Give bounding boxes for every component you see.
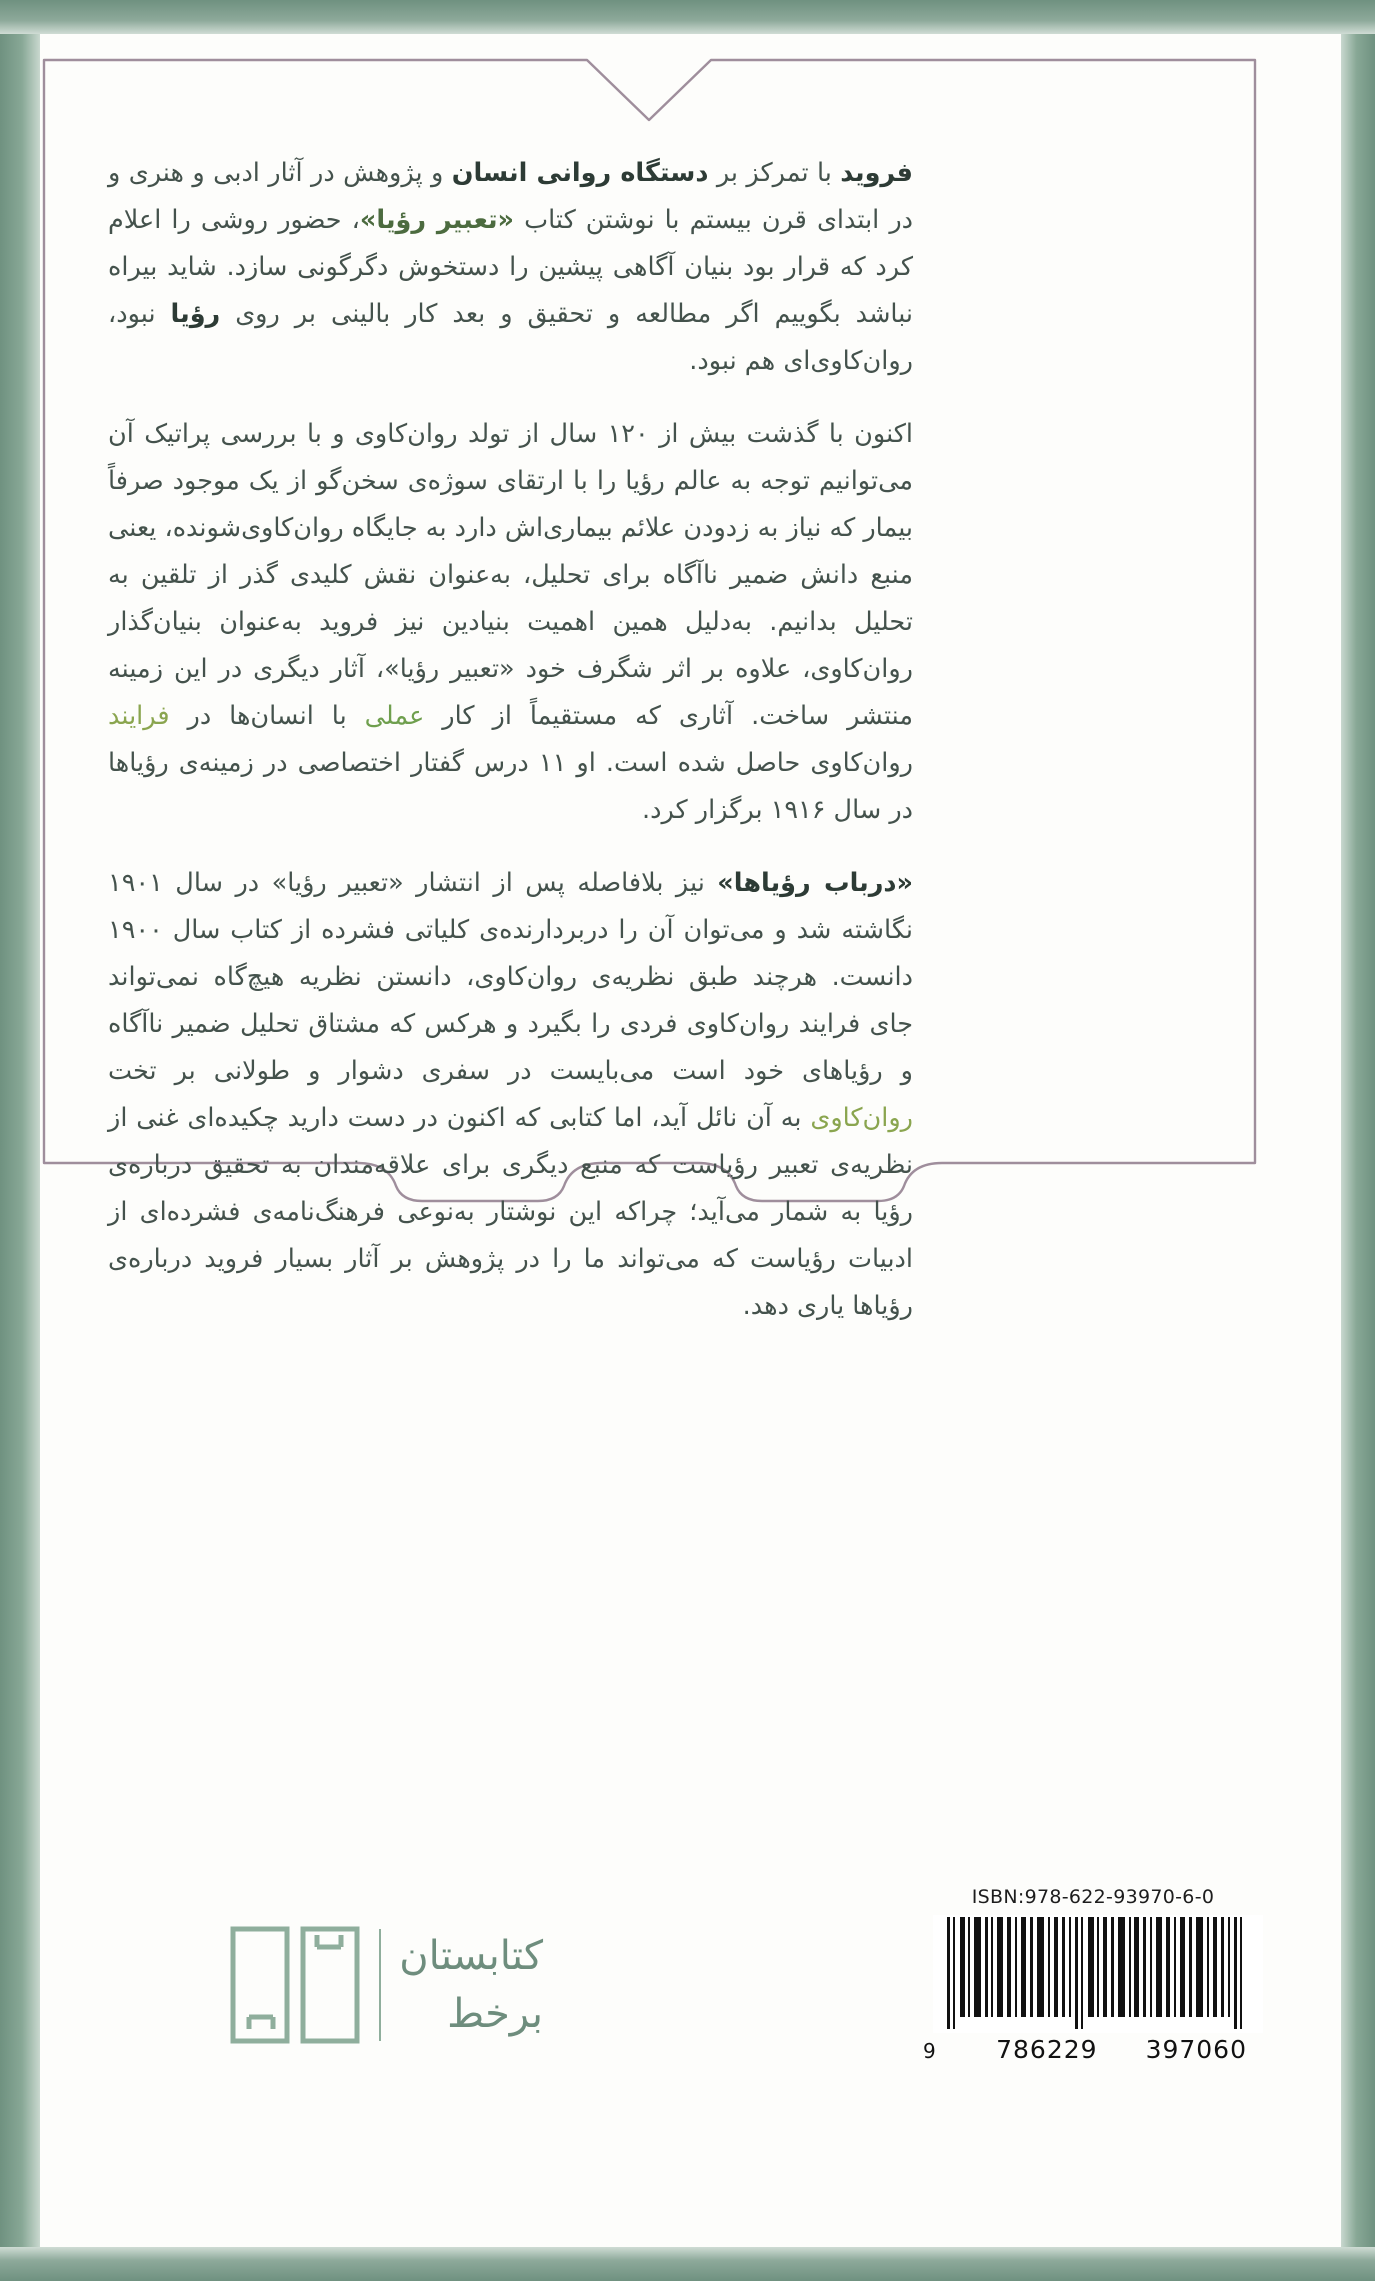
barcode-lead-digit: 9 (923, 2039, 937, 2063)
run-1-7: نبود، روان‌کاوی‌ای هم نبود. (108, 299, 913, 376)
run-psychic-apparatus-bold: دستگاه روانی انسان (451, 158, 709, 188)
logo-divider (379, 1929, 381, 2041)
run-freud-bold: فروید (840, 158, 913, 188)
cover-bleed-left (0, 0, 40, 2281)
run-3-3: به آن نائل آید، اما کتابی که اکنون در دست دارید چکیده‌ای غنی از نظریه‌ی تعبیر رؤیاست که منبع دیگری برای علاقه‌مندان به تحقیق درباره‌ی رؤیا به شمار می‌آید؛ چراکه این نوشتار به‌نوعی فرهنگ‌نامه‌ی فشرده‌ای از ادبیات رؤیاست که می‌تواند ما را در پژوهش بر آثار بسیار فروید درباره‌ی رؤیاها یاری دهد. (108, 1103, 913, 1321)
back-cover-text (108, 150, 913, 1330)
paragraph-2 (108, 411, 913, 834)
barcode-group-2: 397060 (1145, 2035, 1247, 2064)
run-2-1: آثاری که مستقیماً از کار (424, 701, 734, 731)
publisher-name-line2: برخط (447, 1991, 543, 2037)
cover-bleed-top (0, 0, 1375, 34)
paragraph-1 (108, 150, 913, 385)
barcode-image (933, 1915, 1263, 2033)
publisher-logo (123, 1890, 543, 2080)
run-highlight-amali: عملی (364, 701, 425, 731)
run-dream-bold: رؤیا (170, 299, 221, 329)
cover-bleed-bottom (0, 2247, 1375, 2281)
run-book-title-about-dreams: «درباب رؤیاها» (717, 868, 913, 898)
paragraph-3 (108, 860, 913, 1330)
run-1-5: ، حضور روشی را اعلام کرد که قرار بود بنیان آگاهی پیشین را دستخوش دگرگونی سازد. شاید بیراه نباشد بگوییم اگر مطالعه و تحقیق و بعد کار بالینی بر روی (108, 205, 913, 329)
run-2-5: روان‌کاوی حاصل شده است. او ۱۱ درس گفتار اختصاصی در زمینه‌ی رؤیاها در سال ۱۹۱۶ برگزار کرد. (108, 748, 913, 825)
cover-bleed-right (1341, 0, 1375, 2281)
run-1-1: با تمرکز بر (708, 158, 841, 188)
run-book-title-dream-interpretation: «تعبیر رؤیا» (359, 205, 515, 235)
isbn-block (923, 1886, 1263, 2064)
open-book-icon (229, 1925, 361, 2045)
run-1-3: و پژوهش در آثار ادبی و هنری و در ابتدای قرن بیستم با نوشتن کتاب (108, 158, 914, 235)
isbn-label: ISBN:978-622-93970-6-0 (971, 1886, 1215, 1908)
cover-footer (108, 1880, 1267, 2140)
barcode-digits (923, 2035, 1253, 2064)
barcode-group-1: 786229 (996, 2035, 1098, 2064)
publisher-name (399, 1927, 543, 2043)
run-highlight-psychoanalysis: روان‌کاوی (810, 1103, 913, 1133)
run-3-1: نیز بلافاصله پس از انتشار «تعبیر رؤیا» در سال ۱۹۰۱ نگاشته شد و می‌توان آن را دربردارنده‌ی کلیاتی فشرده از کتاب سال ۱۹۰۰ دانست. هرچند طبق نظریه‌ی روان‌کاوی، دانستن نظریه هیچ‌گاه نمی‌تواند جای فرایند روان‌کاوی فردی را بگیرد و هرکس که مشتاق تحلیل ضمیر ناآگاه و رؤیاهای خود است می‌بایست در سفری دشوار و طولانی بر تخت (108, 868, 913, 1086)
run-2-0: اکنون با گذشت بیش از ۱۲۰ سال از تولد روان‌کاوی و با بررسی پراتیک آن می‌توانیم توجه به عالم رؤیا را با ارتقای سوژه‌ی سخن‌گو از یک موجود صرفاً بیمار که نیاز به زدودن علائم بیماری‌اش دارد به جایگاه روان‌کاوی‌شونده، یعنی منبع دانش ضمیر ناآگاه برای تحلیل، به‌عنوان نقش کلیدی گذر از تلقین به تحلیل بدانیم. به‌دلیل همین اهمیت بنیادین نیز فروید به‌عنوان بنیان‌گذار روان‌کاوی، علاوه بر اثر شگرف خود «تعبیر رؤیا»، آثار دیگری در این زمینه منتشر ساخت. (108, 419, 913, 731)
run-2-3: با انسان‌ها در (169, 701, 365, 731)
publisher-name-line1: کتابستان (399, 1933, 543, 1979)
run-highlight-farayand: فرایند (108, 701, 170, 731)
